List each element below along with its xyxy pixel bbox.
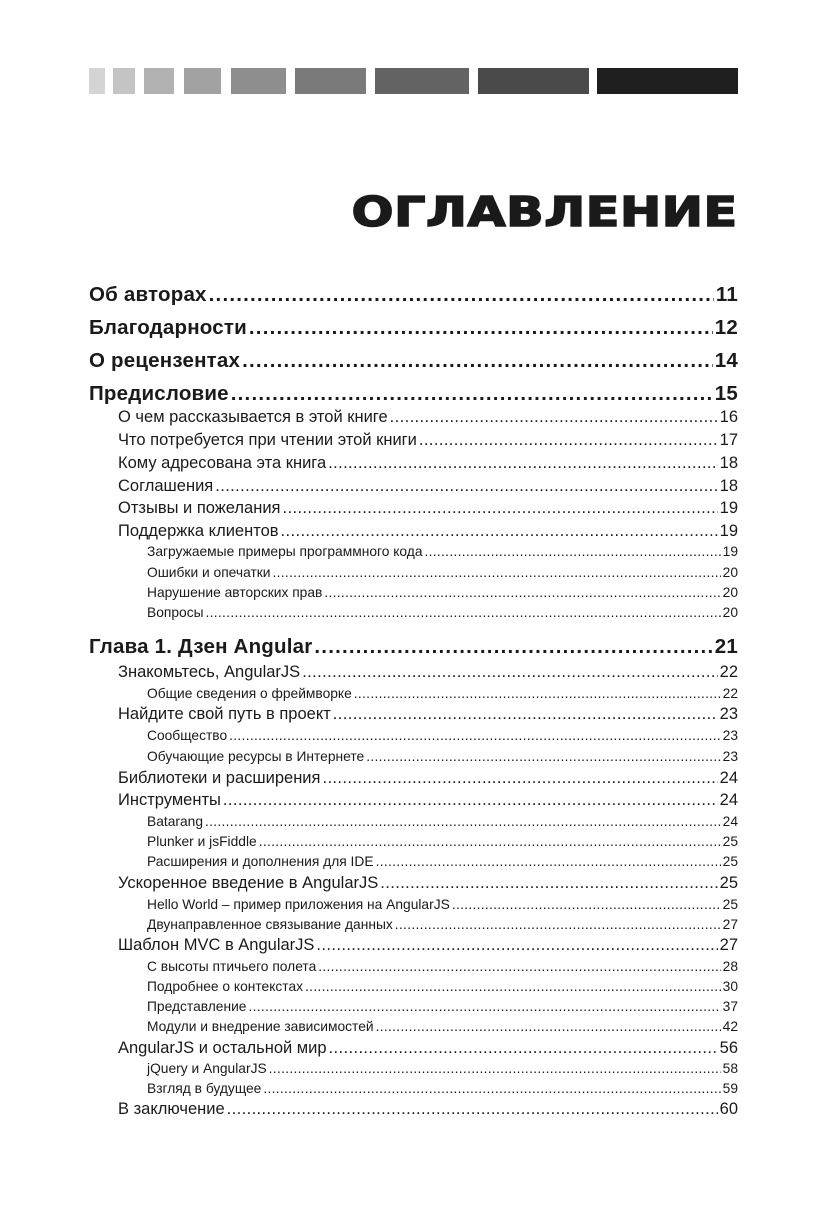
toc-entry-title: AngularJS и остальной мир <box>118 1038 327 1057</box>
toc-entry-title: О рецензентах <box>89 348 241 372</box>
toc-entry-page: 25 <box>719 873 738 892</box>
toc-entry-title: Представление <box>147 998 247 1014</box>
toc-entry-page: 22 <box>722 685 738 701</box>
toc-entry-page: 25 <box>722 833 738 849</box>
toc-entry[interactable] <box>89 1061 738 1076</box>
dot-leader <box>324 585 720 600</box>
toc-entry-title: Благодарности <box>89 315 247 339</box>
toc-entry[interactable] <box>89 959 738 974</box>
dot-leader <box>242 349 713 373</box>
toc-entry-title: Модули и внедрение зависимостей <box>147 1018 374 1034</box>
dot-leader <box>380 874 717 893</box>
dot-leader <box>419 431 718 450</box>
dot-leader <box>223 791 718 810</box>
page-title: ОГЛАВЛЕНИЕ <box>351 188 738 236</box>
toc-entry-page: 58 <box>722 1060 738 1076</box>
toc-entry[interactable] <box>89 499 738 518</box>
toc-entry-page: 19 <box>719 498 738 517</box>
toc-entry-title: Шаблон MVC в AngularJS <box>118 935 315 954</box>
dot-leader <box>273 565 721 580</box>
toc-entry[interactable] <box>89 522 738 541</box>
toc-entry[interactable] <box>89 663 738 682</box>
toc-entry[interactable] <box>89 897 738 912</box>
toc-entry[interactable] <box>89 979 738 994</box>
toc-entry-title: О чем рассказывается в этой книге <box>118 407 388 426</box>
toc-entry-title: Глава 1. Дзен Angular <box>89 634 313 658</box>
toc-entry-page: 27 <box>719 935 738 954</box>
dot-leader <box>333 705 718 724</box>
dot-leader <box>366 749 720 764</box>
toc-entry[interactable] <box>89 814 738 829</box>
toc-entry-title: Найдите свой путь в проект <box>118 704 331 723</box>
toc-entry[interactable] <box>89 431 738 450</box>
toc-entry[interactable] <box>89 1039 738 1058</box>
toc-entry-title: Вопросы <box>147 604 204 620</box>
toc-entry-page: 20 <box>722 584 738 600</box>
toc-entry[interactable] <box>89 999 738 1014</box>
toc-entry-page: 24 <box>719 790 738 809</box>
toc-entry-page: 59 <box>722 1080 738 1096</box>
strip-block <box>478 68 589 94</box>
strip-block <box>184 68 221 94</box>
toc-entry-page: 19 <box>719 521 738 540</box>
toc-entry[interactable] <box>89 917 738 932</box>
toc-entry-page: 30 <box>722 978 738 994</box>
toc-entry-page: 11 <box>715 282 738 306</box>
toc-entry-title: Знакомьтесь, AngularJS <box>118 662 301 681</box>
dot-leader <box>229 728 720 743</box>
dot-leader <box>248 999 720 1014</box>
dot-leader <box>231 382 713 406</box>
dot-leader <box>249 316 713 340</box>
strip-block <box>597 68 738 94</box>
strip-block <box>144 68 174 94</box>
toc-entry[interactable] <box>89 585 738 600</box>
toc-entry[interactable] <box>89 635 738 659</box>
toc-entry[interactable] <box>89 477 738 496</box>
toc-entry-title: Инструменты <box>118 790 221 809</box>
toc-entry-title: Взгляд в будущее <box>147 1080 262 1096</box>
toc-entry[interactable] <box>89 349 738 373</box>
dot-leader <box>452 897 721 912</box>
toc-entry[interactable] <box>89 854 738 869</box>
toc-entry[interactable] <box>89 686 738 701</box>
toc-entry-page: 15 <box>714 381 738 405</box>
dot-leader <box>263 1081 720 1096</box>
toc-entry-title: Предисловие <box>89 381 229 405</box>
toc-entry-page: 23 <box>722 748 738 764</box>
dot-leader <box>205 814 721 829</box>
dot-leader <box>227 1100 718 1119</box>
dot-leader <box>305 979 721 994</box>
dot-leader <box>390 408 718 427</box>
toc-entry-title: Сообщество <box>147 727 228 743</box>
toc-entry-page: 24 <box>722 813 738 829</box>
toc-entry-page: 27 <box>722 916 738 932</box>
toc-entry[interactable] <box>89 705 738 724</box>
strip-block <box>231 68 286 94</box>
toc-entry-title: Что потребуется при чтении этой книги <box>118 430 417 449</box>
dot-leader <box>206 605 721 620</box>
toc-entry-title: Подробнее о контекстах <box>147 978 304 994</box>
toc-entry-page: 19 <box>722 543 738 559</box>
toc-entry-page: 42 <box>722 1018 738 1034</box>
strip-block <box>375 68 469 94</box>
toc-entry-page: 18 <box>719 476 738 495</box>
toc-entry-title: Поддержка клиентов <box>118 521 279 540</box>
dot-leader <box>376 1019 721 1034</box>
toc-entry-title: Обучающие ресурсы в Интернете <box>147 748 365 764</box>
dot-leader <box>281 522 718 541</box>
dot-leader <box>302 663 717 682</box>
toc-entry[interactable] <box>89 1019 738 1034</box>
toc-entry[interactable] <box>89 544 738 559</box>
toc-entry-page: 23 <box>722 727 738 743</box>
toc-entry-title: Двунаправленное связывание данных <box>147 916 393 932</box>
dot-leader <box>425 544 721 559</box>
toc-entry-page: 25 <box>722 896 738 912</box>
toc-entry-page: 25 <box>722 853 738 869</box>
dot-leader <box>354 686 721 701</box>
dot-leader <box>318 959 720 974</box>
toc-entry[interactable] <box>89 791 738 810</box>
toc-entry-page: 56 <box>719 1038 738 1057</box>
toc-entry-page: 12 <box>714 315 738 339</box>
dot-leader <box>283 499 718 518</box>
toc-entry-title: С высоты птичьего полета <box>147 958 317 974</box>
dot-leader <box>376 854 721 869</box>
toc-entry[interactable] <box>89 769 738 788</box>
toc-entry[interactable] <box>89 565 738 580</box>
toc-entry-title: Ускоренное введение в AngularJS <box>118 873 379 892</box>
toc-entry-page: 23 <box>719 704 738 723</box>
toc-entry-page: 17 <box>719 430 738 449</box>
toc-entry-page: 60 <box>719 1099 738 1118</box>
toc-entry-page: 24 <box>719 768 738 787</box>
toc-entry-page: 20 <box>722 564 738 580</box>
toc-entry-page: 16 <box>719 407 738 426</box>
strip-block <box>113 68 135 94</box>
toc-entry[interactable] <box>89 382 738 406</box>
toc-entry[interactable] <box>89 408 738 427</box>
toc-entry[interactable] <box>89 728 738 743</box>
dot-leader <box>329 1039 718 1058</box>
toc-entry-title: Кому адресована эта книга <box>118 453 327 472</box>
dot-leader <box>269 1061 721 1076</box>
toc-entry-page: 18 <box>719 453 738 472</box>
dot-leader <box>322 769 717 788</box>
toc-entry-title: Ошибки и опечатки <box>147 564 271 580</box>
toc-entry[interactable] <box>89 749 738 764</box>
toc-entry-page: 28 <box>722 958 738 974</box>
toc-entry-title: Plunker и jsFiddle <box>147 833 257 849</box>
toc-entry-title: Об авторах <box>89 282 207 306</box>
toc-entry-title: Hello World – пример приложения на AngularJS <box>147 896 450 912</box>
toc-entry-page: 37 <box>722 998 738 1014</box>
dot-leader <box>259 834 721 849</box>
toc-entry[interactable] <box>89 283 738 307</box>
toc-entry-page: 14 <box>714 348 738 372</box>
toc-entry[interactable] <box>89 316 738 340</box>
toc-entry-title: Расширения и дополнения для IDE <box>147 853 374 869</box>
toc-entry-title: Отзывы и пожелания <box>118 498 281 517</box>
toc-entry[interactable] <box>89 454 738 473</box>
dot-leader <box>316 936 717 955</box>
dot-leader <box>215 477 717 496</box>
toc-entry-title: В заключение <box>118 1099 225 1118</box>
toc-entry-page: 22 <box>719 662 738 681</box>
dot-leader <box>328 454 718 473</box>
toc-entry[interactable] <box>89 605 738 620</box>
toc-entry[interactable] <box>89 1100 738 1119</box>
strip-block <box>89 68 105 94</box>
toc-entry-title: Библиотеки и расширения <box>118 768 321 787</box>
dot-leader <box>395 917 721 932</box>
toc-entry[interactable] <box>89 936 738 955</box>
toc-entry-title: Batarang <box>147 813 203 829</box>
toc-entry-title: jQuery и AngularJS <box>147 1060 267 1076</box>
toc-entry-page: 21 <box>714 634 738 658</box>
header-gradient-strip <box>89 68 738 94</box>
dot-leader <box>314 635 712 659</box>
toc-entry-title: Загружаемые примеры программного кода <box>147 543 423 559</box>
toc-entry-title: Нарушение авторских прав <box>147 584 323 600</box>
toc-entry-title: Соглашения <box>118 476 214 495</box>
dot-leader <box>209 283 714 307</box>
toc-entry[interactable] <box>89 1081 738 1096</box>
toc-entry[interactable] <box>89 874 738 893</box>
toc-entry-title: Общие сведения о фреймворке <box>147 685 352 701</box>
toc-entry[interactable] <box>89 834 738 849</box>
toc-entry-page: 20 <box>722 604 738 620</box>
strip-block <box>295 68 366 94</box>
